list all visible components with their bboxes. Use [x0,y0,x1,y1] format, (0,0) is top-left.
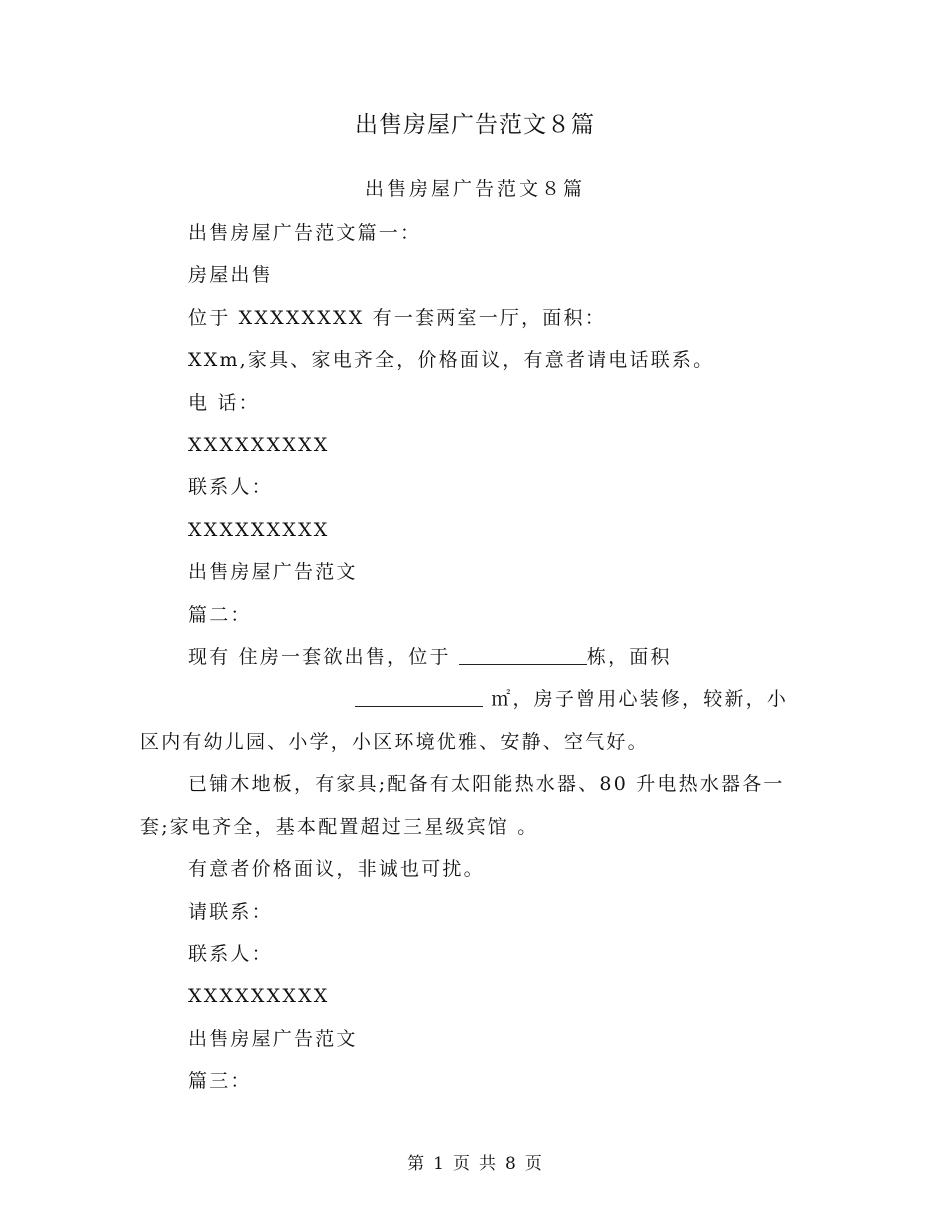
footer-total-pages: 8 [505,1154,517,1174]
document-body [140,212,800,1103]
footer-current-page: 1 [433,1154,445,1174]
paragraph-template-title-2: 出售房屋广告范文 [188,1027,358,1050]
paragraph-section-one-heading: 出售房屋广告范文篇一： [188,222,422,244]
description-part-c: ㎡，房子曾用心装修，较新，小区内有幼儿园、小学，小区环境优雅、安静、空气好。 [140,688,789,753]
document-subtitle: 出售房屋广告范文８篇 [364,178,585,200]
paragraph-location: 位于 XXXXXXXX 有一套两室一厅，面积： [188,306,606,329]
paragraph-contact-label: 联系人： [188,476,273,499]
paragraph-area-details: XXm,家具、家电齐全，价格面议，有意者请电话联系。 [188,349,715,372]
paragraph-contact-value-2: XXXXXXXXX [188,985,330,1008]
paragraph-section-three-heading: 篇三： [188,1070,252,1093]
paragraph-price-negotiable: 有意者价格面议，非诚也可扰。 [188,858,485,881]
building-blank [459,644,587,665]
paragraph-section-two-heading: 篇二： [188,603,252,626]
footer-label-ye: 页 [453,1154,471,1174]
document-title: 出售房屋广告范文８篇 [355,112,595,138]
paragraph-phone-value: XXXXXXXXX [188,434,330,457]
paragraph-house-for-sale: 房屋出售 [188,264,273,287]
page-footer [0,1149,950,1174]
footer-label-page: 第 [407,1154,426,1174]
paragraph-please-contact: 请联系： [188,900,273,923]
footer-label-total: 共 [479,1154,497,1174]
footer-label-ye-2: 页 [524,1154,543,1174]
paragraph-furnishing: 已铺木地板，有家具;配备有太阳能热水器、80 升电热水器各一套;家电齐全，基本配置超过三星级宾馆 。 [140,773,785,838]
paragraph-contact-value: XXXXXXXXX [188,518,330,541]
paragraph-phone-label: 电 话： [188,391,260,414]
area-blank [355,686,483,707]
paragraph-section-two-description [140,636,800,763]
description-part-a: 现有 住房一套欲出售，位于 [188,646,459,669]
paragraph-contact-label-2: 联系人： [188,942,273,965]
paragraph-template-title: 出售房屋广告范文 [188,561,358,584]
description-part-b: 栋，面积 [586,646,672,669]
